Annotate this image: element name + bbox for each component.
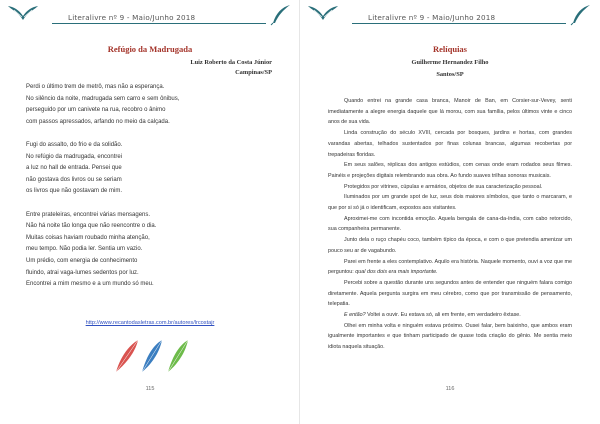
header-rule — [352, 23, 566, 24]
paragraph: Junto dela o ruço chapéu coco, também típico da época, e com o que pretendia amenizar um pouco seu ar de vagabundo. — [328, 237, 572, 254]
poem-line: com passos apressados, arfando no meio da calçada. — [26, 118, 170, 125]
wing-logo-icon — [308, 4, 338, 24]
poem-line: perseguido por um canivete na rua, recobro o ânimo — [26, 107, 166, 114]
right-page — [300, 0, 600, 424]
paragraph: Protegidos por vitrines, cúpulas e armários, objetos de sua caracterização pessoal. — [344, 183, 543, 190]
paragraph — [328, 310, 572, 321]
poem-line: a luz no hall de entrada. Pensei que — [26, 165, 122, 172]
poem-line: Um prédio, com energia de conhecimento — [26, 257, 138, 264]
paragraph: Quando entrei na grande casa branca, Manoir de Ban, em Corsier-sur-Vevey, senti imediatamente a alegre energia daquele que lá morou, com sua família, pelos últimos vinte e cinco anos de sua vida. — [328, 98, 572, 126]
paragraph-italic: E então? — [344, 312, 366, 319]
poem-line: fluindo, atrai vaga-lumes sedentos por luz. — [26, 269, 139, 276]
header-rule — [52, 23, 266, 24]
poem-line: No silêncio da noite, madrugada sem carro e sem ônibus, — [26, 95, 180, 102]
paragraph: Iluminados por um grande spot de luz, seus dois maiores símbolos, que tanto o marcaram, e que por si só já o identificam, expostos aos visitantes. — [328, 194, 572, 212]
poem-line: Entre prateleiras, encontrei várias mensagens. — [26, 211, 151, 218]
poem-line: Fugi do assalto, do frio e da solidão. — [26, 141, 123, 148]
story-location: Santos/SP — [436, 71, 464, 78]
page-number: 116 — [445, 386, 455, 392]
page-header — [8, 4, 292, 26]
story-title: Relíquias — [432, 44, 467, 54]
quill-pen-icon — [270, 4, 292, 26]
poem-line: Muitas coisas haviam roubado minha atenção, — [26, 234, 150, 241]
paragraph — [328, 257, 572, 278]
poem-line: os livros que não gostavam de mim. — [26, 188, 123, 195]
poem-line: No refúgio da madrugada, encontrei — [26, 153, 123, 160]
feathers-icon — [112, 338, 192, 374]
poem-line: Perdi o último trem de metrô, mas não a esperança. — [26, 84, 165, 90]
paragraph: Aproximei-me com incontida emoção. Aquela bengala de cana-da-índia, com cabo retorcido, sua companheira permanente. — [328, 215, 572, 233]
author-link[interactable]: http://www.recantodasletras.com.br/autores/lrcostajr — [85, 320, 215, 326]
header-title: Literalivre nº 9 - Maio/Junho 2018 — [368, 13, 496, 22]
paragraph: Linda construção do século XVIII, cercada por bosques, jardins e hortas, com grandes varandas abertas, telhados sustentados por finas colunas brancas, algumas recobertas por trepadeiras floridas. — [328, 130, 572, 158]
paragraph: Em seus salões, réplicas dos antigos estúdios, com cenas onde eram rodados seus filmes. Painéis e projeções digitais relembrando sua obra. Ao fundo suaves trilhas sonoras musicais. — [328, 162, 572, 179]
poem-body — [26, 82, 179, 291]
poem-author: Luiz Roberto da Costa Júnior — [190, 59, 272, 66]
wing-logo-icon — [8, 4, 38, 24]
paragraph-text: Parei em frente a eles contemplativo. Aquilo era história. Naquele momento, ouvi a voz que me perguntou: — [328, 258, 572, 276]
paragraph: Olhei em minha volta e ninguém estava próximo. Ousei falar, bem baixinho, que ambos eram igualmente importantes e que tinham participado de quase toda criação do gênio. Me sentia meio idiota naquela situação. — [328, 322, 572, 351]
story-body — [328, 96, 572, 353]
poem-line: meu tempo. Não podia ler. Sentia um vazio. — [26, 246, 143, 253]
page-number: 115 — [145, 386, 155, 392]
paragraph-italic: qual dos dois era mais importante. — [355, 269, 438, 276]
poem-line: não gostava dos livros ou se seriam — [26, 176, 122, 183]
story-author: Guilherme Hernandez Filho — [411, 59, 489, 66]
poem-title: Refúgio da Madrugada — [107, 44, 193, 54]
poem-location: Campinas/SP — [235, 69, 272, 76]
paragraph-text: Voltei a ouvir. Eu estava só, ali em frente, em verdadeiro êxtase. — [365, 312, 521, 319]
quill-pen-icon — [570, 4, 592, 26]
paragraph: Percebi sobre a questão durante uns segundos antes de entender que ninguém falara comigo diretamente. Aquela pergunta surgira em meu cérebro, como que por transmissão de pensamento, telepatia. — [328, 279, 572, 308]
page-header — [308, 4, 592, 26]
poem-line: Encontrei a mim mesmo e a um mundo só meu. — [26, 281, 154, 288]
header-title: Literalivre nº 9 - Maio/Junho 2018 — [68, 13, 196, 22]
poem-line: Não há noite tão longa que não reencontre o dia. — [26, 223, 157, 230]
